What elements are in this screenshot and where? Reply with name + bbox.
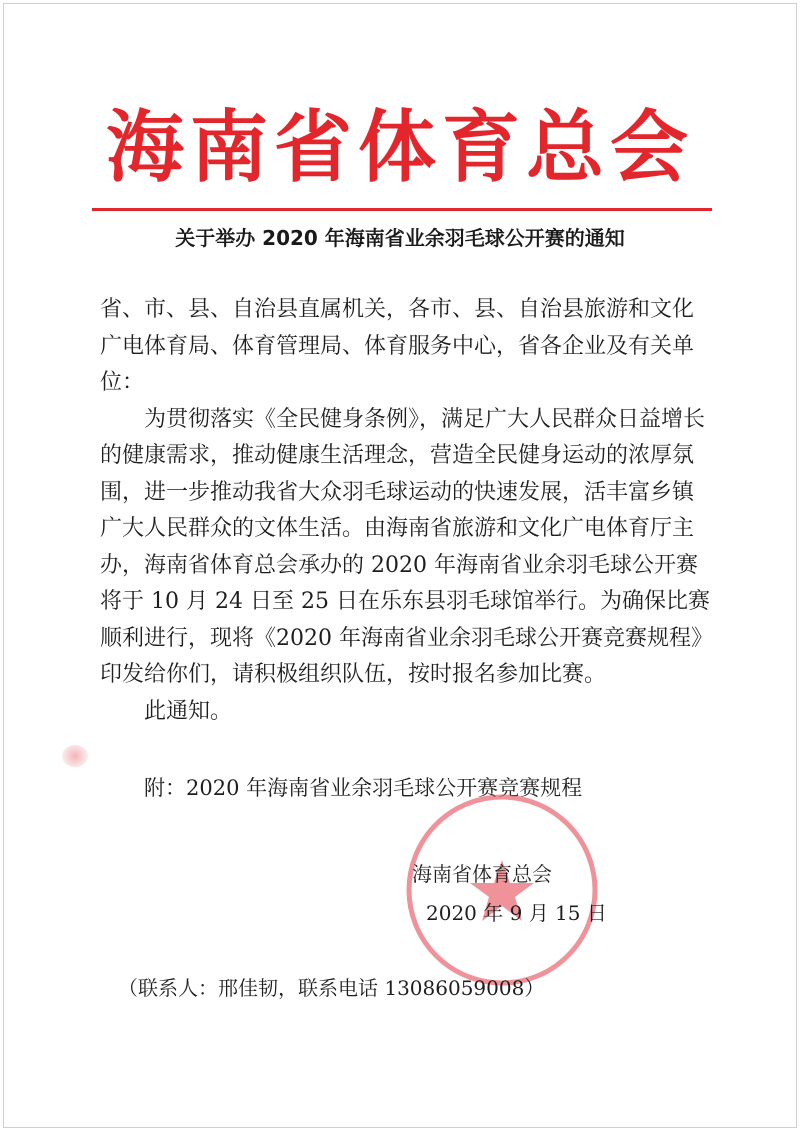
signature-org: 海南省体育总会 xyxy=(412,862,552,886)
red-smudge xyxy=(62,745,88,767)
official-seal xyxy=(402,790,602,990)
org-header: 海南省体育总会 xyxy=(105,103,694,193)
body-text xyxy=(100,292,712,730)
addressee: 省、市、县、自治县直属机关，各市、县、自治县旅游和文化广电体育局、体育管理局、体育服务中心，省各企业及有关单位： xyxy=(100,297,695,395)
contact-line: （联系人：邢佳韧，联系电话 13086059008） xyxy=(118,976,545,1000)
signature-date: 2020 年 9 月 15 日 xyxy=(426,901,607,925)
main-paragraph: 为贯彻落实《全民健身条例》，满足广大人民群众日益增长的健康需求，推动健康生活理念，营造全民健身运动的浓厚氛围，进一步推动我省大众羽毛球运动的快速发展，活丰富乡镇广大人民群众的文体生活。由海南省旅游和文化广电体育厅主办，海南省体育总会承办的 2020 年海南省业余羽毛球公开赛将于 10 月 24 日至 25 日在乐东县羽毛球馆举行。为确保比赛顺利进行，现将《2020 年海南省业余羽毛球公开赛竞赛规程》印发给你们，请积极组织队伍，按时报名参加比赛。 xyxy=(100,406,710,687)
document-title: 关于举办 2020 年海南省业余羽毛球公开赛的通知 xyxy=(175,226,625,250)
attachment-line: 附：2020 年海南省业余羽毛球公开赛竞赛规程 xyxy=(144,776,583,800)
closing-line: 此通知。 xyxy=(144,698,233,724)
header-rule xyxy=(92,208,712,211)
